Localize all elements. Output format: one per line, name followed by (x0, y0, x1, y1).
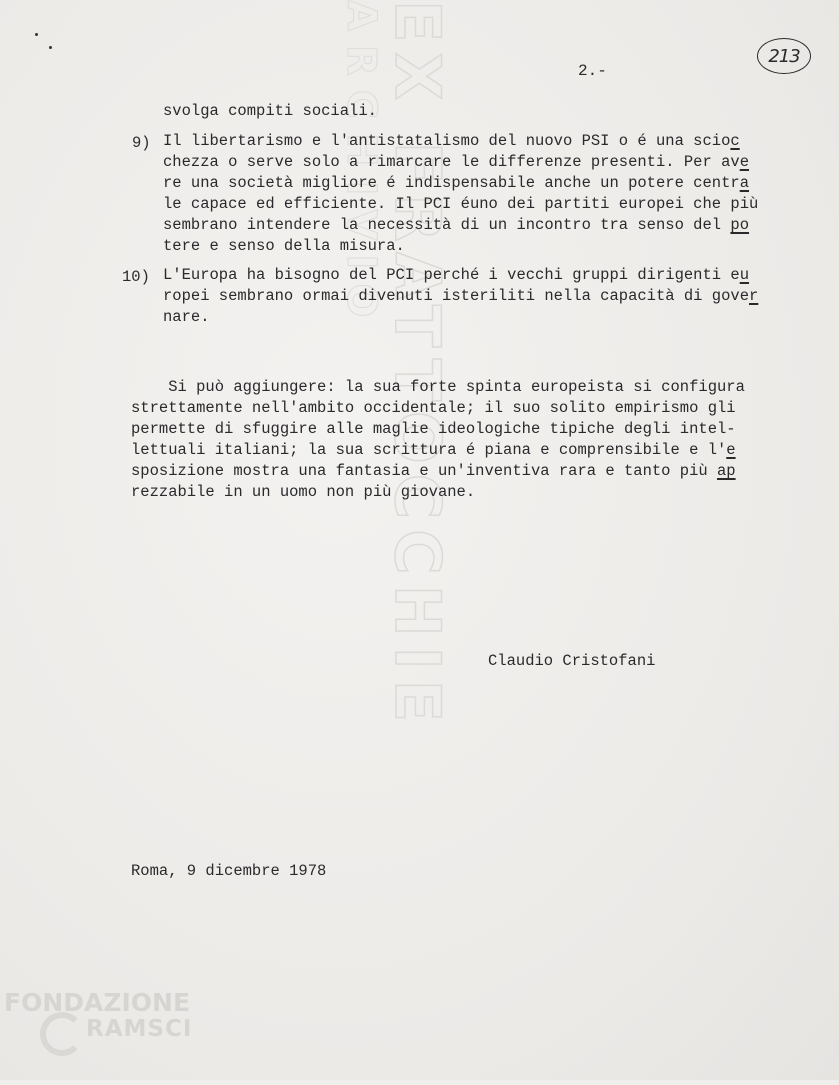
paragraph-line: rezzabile in un uomo non più giovane. (131, 483, 476, 501)
item-line: le capace ed efficiente. Il PCI éuno dei partiti europei che più (163, 195, 759, 213)
item-line: Il libertarismo e l'antistatalismo del nuovo PSI o é una scioc (163, 132, 740, 150)
paragraph-line: Si può aggiungere: la sua forte spinta europeista si configura (131, 378, 745, 396)
item-line: tere e senso della misura. (163, 237, 405, 255)
paragraph-line: permette di sfuggire alle maglie ideologiche tipiche degli intel- (131, 420, 736, 438)
item-line: L'Europa ha bisogno del PCI perché i vecchi gruppi dirigenti eu (163, 266, 750, 284)
item-line: nare. (163, 308, 210, 326)
paragraph-line: sposizione mostra una fantasia e un'inventiva rara e tanto più ap (131, 462, 736, 480)
logo-g-icon (40, 1012, 84, 1056)
watermark-text-secondary: ARCHIVIO (338, 0, 384, 332)
item-line: sembrano intendere la necessità di un incontro tra senso del po (163, 216, 750, 234)
paragraph-line: lettuali italiani; la sua scrittura é piana e comprensibile e l'e (131, 441, 736, 459)
logo-text-line2: RAMSCI (86, 1016, 193, 1042)
punch-mark (35, 33, 38, 36)
punch-mark (49, 46, 52, 49)
item-line: re una società migliore é indispensabile anche un potere centra (163, 174, 750, 192)
item-line: ropei sembrano ormai divenuti isteriliti nella capacità di gover (163, 287, 759, 305)
watermark-text-primary: EX FRATTOCCHIE (381, 0, 454, 733)
item-line: chezza o serve solo a rimarcare le differenze presenti. Per ave (163, 153, 750, 171)
date-line: Roma, 9 dicembre 1978 (131, 862, 327, 880)
continuation-line: svolga compiti sociali. (163, 102, 377, 120)
item-number: 9) (132, 134, 151, 152)
logo-text-line1: FONDAZIONE (4, 988, 191, 1017)
signature: Claudio Cristofani (488, 652, 656, 670)
page-number: 2.- (578, 62, 607, 80)
item-number: 10) (122, 268, 150, 286)
foundation-logo-watermark (4, 988, 214, 1068)
paragraph-line: strettamente nell'ambito occidentale; il suo solito empirismo gli (131, 399, 736, 417)
archive-number-stamp: 213 (757, 38, 811, 74)
